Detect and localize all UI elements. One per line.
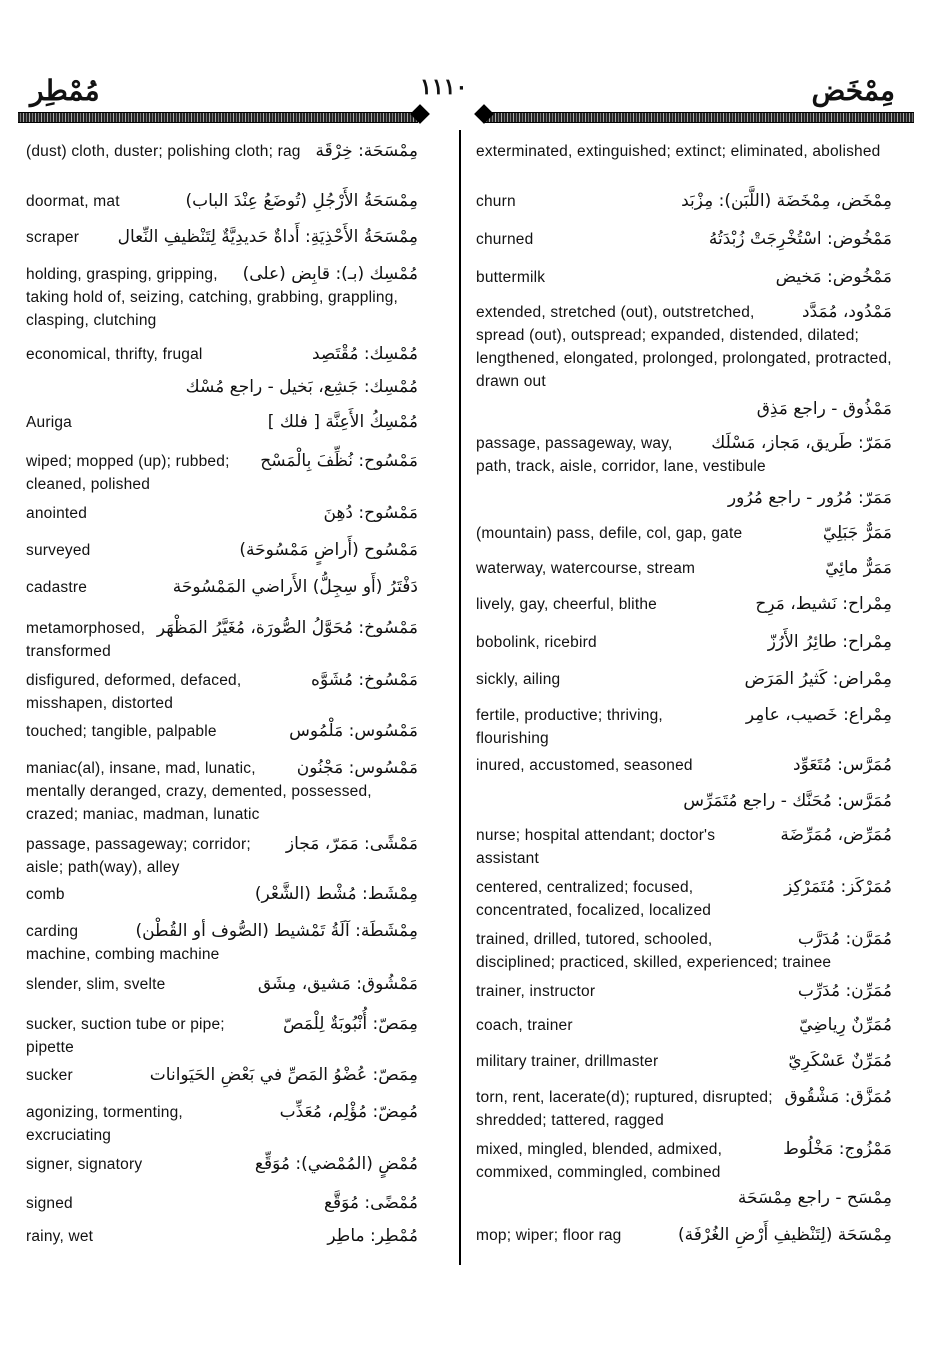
headword-spacer	[775, 1138, 892, 1161]
arabic-headword: مَمَرٌّ جَبَلِيّ	[822, 523, 892, 543]
dictionary-entry	[476, 631, 892, 658]
arabic-headword: مُمْسِكُ الأَعِنَّة [ فلك ]	[267, 412, 418, 432]
english-definition: buttermilk	[476, 269, 546, 286]
english-definition: (dust) cloth, duster; polishing cloth; rag	[26, 140, 418, 163]
headword-spacer	[303, 669, 418, 692]
headword-spacer	[235, 263, 418, 286]
english-definition: inured, accustomed, seasoned	[476, 757, 693, 774]
headword-spacer	[776, 876, 892, 899]
dictionary-entry	[476, 668, 892, 695]
english-definition: slender, slim, svelte	[26, 976, 166, 993]
arabic-headword: مَمْدُود، مُمَدَّد	[802, 302, 892, 322]
arabic-headword: مَمَرّ: طَريق، مَجاز، مَسْلَك	[711, 433, 892, 453]
dictionary-entry	[26, 669, 418, 719]
english-definition: carding machine, combing machine	[26, 920, 418, 966]
english-definition: sickly, ailing	[476, 671, 561, 688]
arabic-headword: مَمْسُوح: نُظِّفَ بِالْمَسْح	[260, 451, 418, 471]
dictionary-entry	[26, 757, 418, 830]
headword-spacer	[738, 704, 892, 727]
headword-spacer	[149, 617, 418, 640]
dictionary-entry	[26, 1013, 418, 1063]
english-definition: nurse; hospital attendant; doctor's assistant	[476, 824, 892, 870]
arabic-headword: مَمْسُوس: مَجْنُون	[296, 758, 418, 778]
english-definition: Auriga	[26, 414, 73, 431]
arabic-headword: مَمْسُوح (أَراضٍ مَمْسُوحَة)	[239, 540, 418, 560]
english-definition: passage, passageway; corridor; aisle; path(way), alley	[26, 833, 418, 879]
arabic-headword: مُمْضًى: مُوَقَّع	[323, 1193, 418, 1213]
dictionary-entry	[26, 973, 418, 1000]
headword-spacer	[127, 920, 418, 943]
english-definition: churn	[476, 193, 516, 210]
english-definition: passage, passageway, way, path, track, aisle, corridor, lane, vestibule	[476, 432, 892, 478]
arabic-headword: مُمَرِّنٌ عَسْكَرِيّ	[788, 1051, 892, 1071]
english-definition: anointed	[26, 505, 88, 522]
header-rule-left	[18, 112, 418, 123]
arabic-headword: مِمَصّ: أُنْبُوبَةٌ لِلْمَصّ	[283, 1014, 418, 1034]
english-definition: comb	[26, 886, 65, 903]
arabic-headword: مَمْسُوس: مَلْمُوس	[289, 721, 418, 741]
dictionary-entry	[476, 1050, 892, 1077]
arabic-headword: مِمْسَحَة (لِتَنْظيفِ أَرْضِ الغُرْفَة)	[678, 1225, 892, 1245]
dictionary-entry	[26, 1153, 418, 1180]
english-definition: mop; wiper; floor rag	[476, 1227, 622, 1244]
dictionary-entry	[26, 376, 418, 403]
dictionary-entry	[476, 704, 892, 754]
arabic-headword: مَمْذُوق - راجع مَذِق	[756, 399, 892, 419]
arabic-headword: مَمَرّ: مُرُور - راجع مُرُور	[727, 488, 892, 508]
arabic-headword: مُمْسِك: جَشِع، بَخيل - راجع مُسْك	[185, 377, 418, 397]
arabic-headword: مَمْشًى: مَمَرّ، مَجاز	[285, 834, 418, 854]
dictionary-entry	[476, 522, 892, 549]
arabic-headword: مُمَزَّق: مَشْقُوق	[784, 1087, 892, 1107]
english-definition: economical, thrifty, frugal	[26, 346, 203, 363]
dictionary-entry	[26, 576, 418, 603]
english-definition: wiped; mopped (up); rubbed; cleaned, polished	[26, 450, 418, 496]
dictionary-entry	[476, 754, 892, 781]
dictionary-entry	[476, 557, 892, 584]
dictionary-entry	[26, 411, 418, 438]
dictionary-entry	[476, 980, 892, 1007]
english-definition: lively, gay, cheerful, blithe	[476, 596, 657, 613]
page-number: ١١١٠	[420, 74, 468, 100]
english-definition: churned	[476, 231, 534, 248]
dictionary-entry	[476, 487, 892, 514]
arabic-headword: مُمَرَّس: مُتَعَوِّد	[793, 755, 892, 775]
english-definition: rainy, wet	[26, 1228, 94, 1245]
headword-spacer	[278, 833, 418, 856]
arabic-headword: دَفْتَرُ (أَو سِجِلُّ) الأَراضي المَمْسُوحَة	[172, 577, 418, 597]
dictionary-entry	[26, 539, 418, 566]
arabic-headword: مَمْخُوض: اسْتُخْرِجَتْ زُبْدَتُهُ	[708, 229, 892, 249]
headword-spacer	[275, 1013, 418, 1036]
english-definition: touched; tangible, palpable	[26, 723, 217, 740]
dictionary-entry	[476, 876, 892, 926]
dictionary-entry	[26, 502, 418, 529]
headword-spacer	[790, 928, 892, 951]
english-definition: exterminated, extinguished; extinct; eliminated, abolished	[476, 143, 881, 160]
dictionary-entry	[476, 398, 892, 425]
dictionary-entry	[476, 190, 892, 217]
arabic-headword: مُمَرِّنٌ رِياضِيّ	[799, 1015, 892, 1035]
dictionary-entry	[476, 140, 892, 190]
dictionary-entry	[26, 833, 418, 883]
arabic-headword: مُمْطِر: ماطِر	[327, 1226, 418, 1246]
english-definition: fertile, productive; thriving, flourishing	[476, 704, 892, 750]
arabic-headword: مُمَرِّض، مُمَرِّضَة	[780, 825, 892, 845]
column-divider	[459, 130, 461, 1265]
arabic-headword: مُمَرْكَز: مُتَمَرْكِز	[784, 877, 892, 897]
dictionary-entry	[26, 1225, 418, 1252]
dictionary-entry	[476, 228, 892, 255]
arabic-headword: مُمْسِك: مُقْتَصِد	[311, 344, 418, 364]
dictionary-entry	[26, 343, 418, 370]
english-definition: scraper	[26, 229, 80, 246]
english-definition: sucker	[26, 1067, 73, 1084]
english-definition: cadastre	[26, 579, 88, 596]
headword-spacer	[794, 301, 892, 324]
arabic-headword: مِمْسَحَةُ الأَحْذِيَةِ: أَداةٌ حَديدِيَّةٌ لِتَنْظيفِ النِّعال	[117, 227, 418, 247]
dictionary-entry	[476, 1086, 892, 1136]
dictionary-entry	[476, 1224, 892, 1251]
arabic-headword: مِمْسَحَةُ الأَرْجُلِ (تُوضَعُ عِنْدَ الباب)	[185, 191, 418, 211]
arabic-headword: مُمْسِك (بـ): قابِض (على)	[242, 264, 418, 284]
arabic-headword: مِمْسَحَة: خِرْقَة	[315, 141, 418, 161]
dictionary-entry	[26, 263, 418, 336]
arabic-headword: مُمَرَّس: مُحَنَّك - راجع مُتَمَرِّس	[683, 791, 892, 811]
dictionary-entry	[26, 617, 418, 667]
headword-spacer	[772, 824, 892, 847]
english-definition: maniac(al), insane, mad, lunatic, mentally deranged, crazy, demented, possessed, crazed; maniac, madman, lunatic	[26, 757, 418, 826]
arabic-headword: مَمْزُوج: مَخْلُوط	[783, 1139, 892, 1159]
arabic-headword: مَمْخُوض: مَخيض	[775, 267, 892, 287]
dictionary-entry	[26, 920, 418, 970]
english-definition: trained, drilled, tutored, schooled, disciplined; practiced, skilled, experienced; trainee	[476, 928, 892, 974]
dictionary-entry	[476, 301, 892, 397]
dictionary-entry	[26, 140, 418, 190]
headword-spacer	[272, 1101, 418, 1124]
arabic-headword: مُمْضٍ (المُمْضي): مُوَقِّع	[254, 1154, 418, 1174]
english-definition: surveyed	[26, 542, 91, 559]
arabic-headword: مَمَرٌّ مائِيّ	[825, 558, 892, 578]
arabic-headword: مِمْراح: نَشيط، مَرِح	[755, 594, 892, 614]
arabic-headword: مَمْسُوخ: مُشَوَّه	[311, 670, 418, 690]
english-definition: signer, signatory	[26, 1156, 143, 1173]
arabic-headword: مِمْشَط: مُشْط (الشَّعْر)	[254, 884, 418, 904]
english-definition: bobolink, ricebird	[476, 634, 597, 651]
dictionary-entry	[26, 190, 418, 217]
english-definition: military trainer, drillmaster	[476, 1053, 659, 1070]
dictionary-entry	[476, 824, 892, 874]
dictionary-entry	[476, 928, 892, 978]
english-definition: signed	[26, 1195, 73, 1212]
arabic-headword: مَمْسُوح: دُهِنَ	[323, 503, 418, 523]
english-definition: coach, trainer	[476, 1017, 573, 1034]
headword-spacer	[289, 757, 418, 780]
english-definition: disfigured, deformed, defaced, misshapen, distorted	[26, 669, 418, 715]
dictionary-entry	[476, 1014, 892, 1041]
arabic-headword: مِمْخَض، مِمْخَضَة (اللَّبَن): مِزْبَد	[681, 191, 892, 211]
arabic-headword: مِمْراح: طائِرُ الأَرُزّ	[767, 632, 892, 652]
arabic-headword: مِمْشَطَة: آلَةُ تَمْشيط (الصُّوف أو القُطْن)	[135, 921, 418, 941]
dictionary-entry	[476, 432, 892, 482]
dictionary-entry	[26, 1192, 418, 1219]
english-definition: metamorphosed, transformed	[26, 617, 418, 663]
dictionary-entry	[476, 266, 892, 293]
dictionary-entry	[26, 720, 418, 747]
dictionary-entry	[476, 1187, 892, 1214]
arabic-headword: مُمَرَّن: مُدَرَّب	[797, 929, 892, 949]
arabic-headword: مِمْراع: خَصيب، عامِر	[745, 705, 892, 725]
dictionary-entry	[476, 790, 892, 817]
dictionary-entry	[26, 450, 418, 500]
english-definition: extended, stretched (out), outstretched, spread (out), outspread; expanded, distended, dilated; lengthened, elongated, prolonged, prolongated, protracted, drawn out	[476, 301, 892, 393]
dictionary-entry	[26, 1064, 418, 1091]
left-guide-word: مُمْطِر	[30, 74, 100, 107]
headword-spacer	[252, 450, 418, 473]
arabic-headword: مِمْراض: كَثيرُ المَرَض	[744, 669, 892, 689]
headword-spacer	[308, 140, 418, 163]
english-definition: (mountain) pass, defile, col, gap, gate	[476, 525, 743, 542]
arabic-headword: مُمِضّ: مُؤْلِم، مُعَذِّب	[279, 1102, 418, 1122]
english-definition: sucker, suction tube or pipe; pipette	[26, 1013, 418, 1059]
arabic-headword: مَمْسُوخ: مُحَوَّلُ الصُّورَة، مُغَيَّرُ المَظْهَر	[156, 618, 418, 638]
headword-spacer	[777, 1086, 892, 1109]
english-definition: torn, rent, lacerate(d); ruptured, disrupted; shredded; tattered, ragged	[476, 1086, 892, 1132]
arabic-headword: مِمَصّ: عُضْوُ المَصِّ في بَعْضِ الحَيَوانات	[149, 1065, 418, 1085]
dictionary-entry	[26, 1101, 418, 1151]
right-guide-word: مِمْخَض	[811, 74, 895, 107]
english-definition: trainer, instructor	[476, 983, 596, 1000]
english-definition: holding, grasping, gripping, taking hold of, seizing, catching, grabbing, grappling, clasping, clutching	[26, 263, 418, 332]
dictionary-entry	[476, 593, 892, 620]
dictionary-entry	[26, 883, 418, 910]
arabic-headword: مِمْسَح - راجع مِمْسَحَة	[737, 1188, 892, 1208]
english-definition: mixed, mingled, blended, admixed, commixed, commingled, combined	[476, 1138, 892, 1184]
arabic-headword: مَمْشُوق: مَشيق، مِشَق	[257, 974, 418, 994]
english-definition: centered, centralized; focused, concentrated, focalized, localized	[476, 876, 892, 922]
dictionary-entry	[26, 226, 418, 253]
english-definition: waterway, watercourse, stream	[476, 560, 696, 577]
header-rule-right	[484, 112, 914, 123]
dictionary-entry	[476, 1138, 892, 1188]
arabic-headword: مُمَرِّن: مُدَرِّب	[797, 981, 892, 1001]
english-definition: doormat, mat	[26, 193, 120, 210]
headword-spacer	[703, 432, 892, 455]
english-definition: agonizing, tormenting, excruciating	[26, 1101, 418, 1147]
